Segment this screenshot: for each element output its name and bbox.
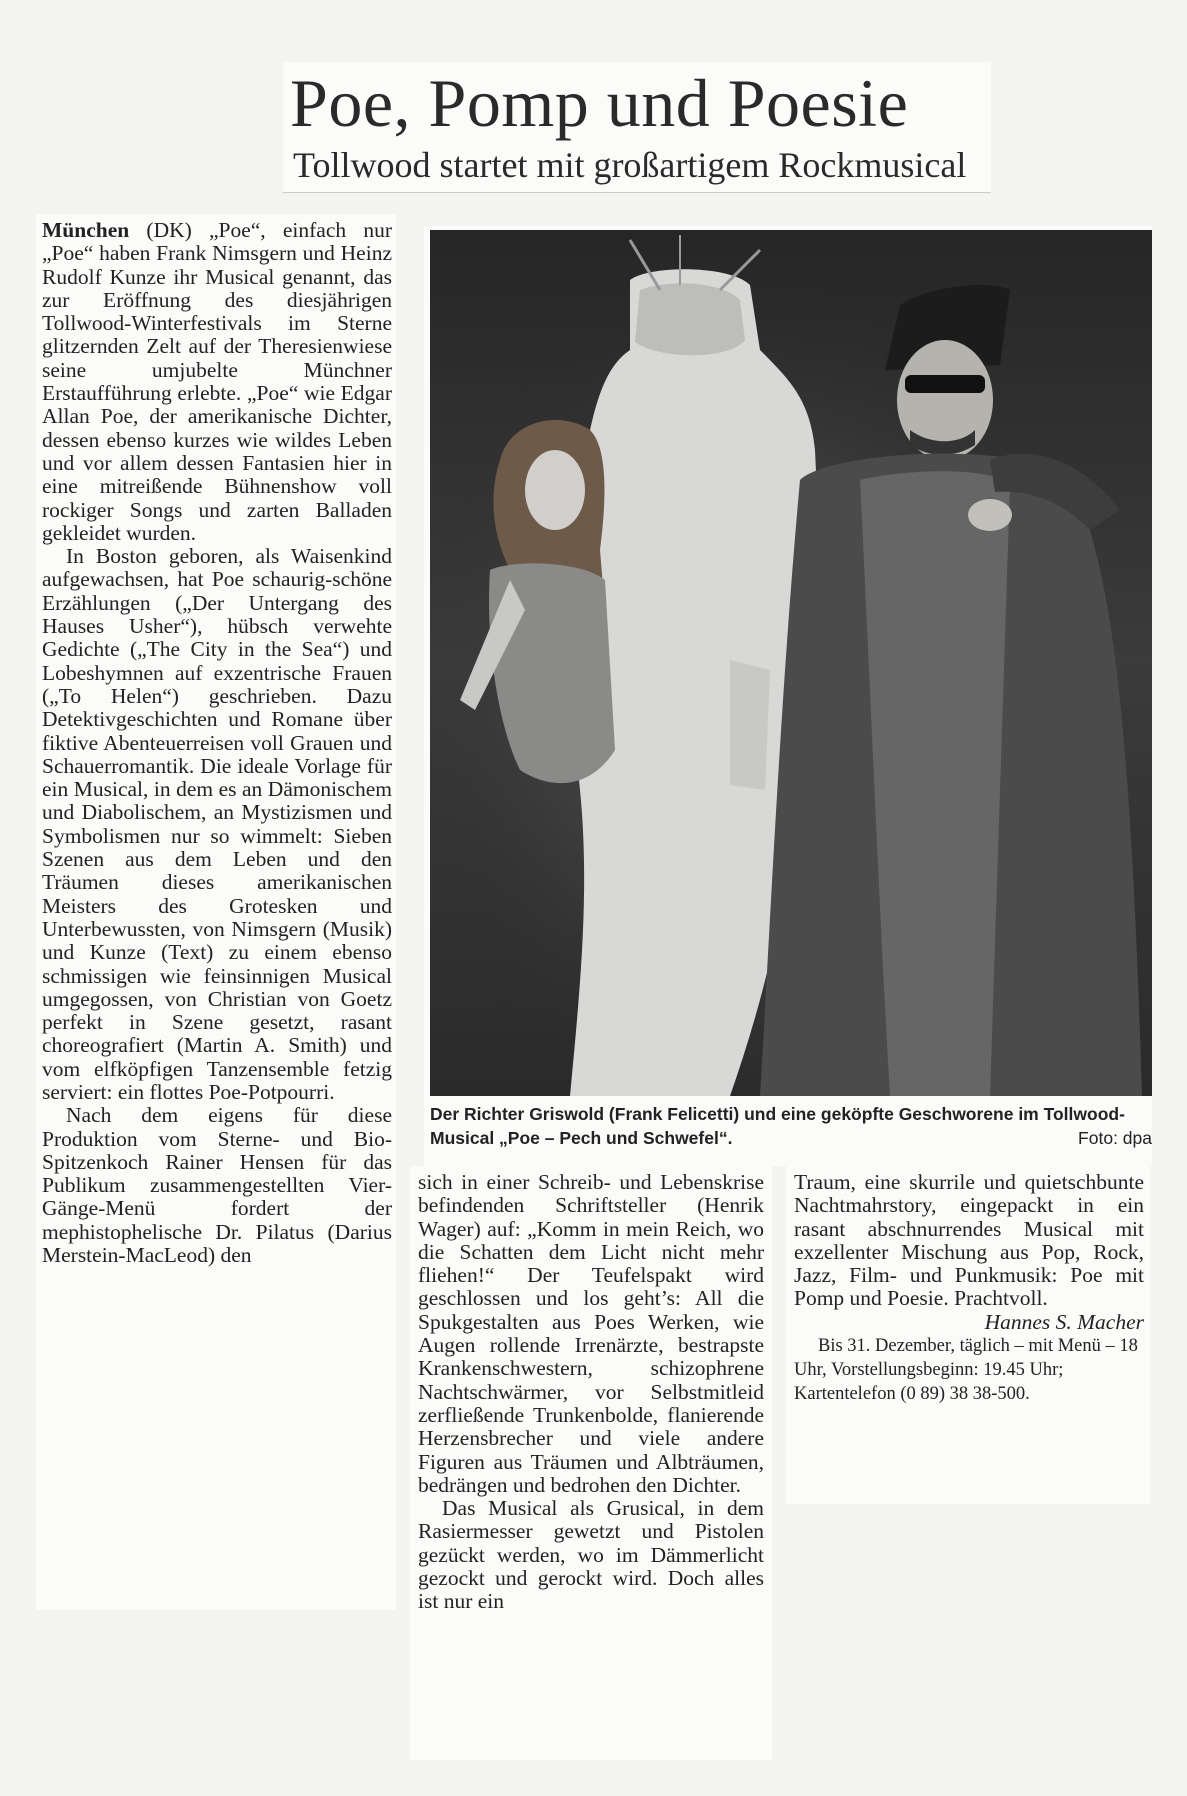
photo-caption xyxy=(430,1102,1152,1150)
caption-text: Der Richter Griswold (Frank Felicetti) und eine geköpfte Geschworene im Tollwood-Musical „Poe – Pech und Schwefel“. xyxy=(430,1104,1125,1148)
article-column-left xyxy=(42,219,392,1267)
photo-credit: Foto: dpa xyxy=(1078,1128,1152,1148)
paragraph-1 xyxy=(42,219,392,545)
event-info: Bis 31. Dezember, täglich – mit Menü – 18 Uhr, Vorstellungsbeginn: 19.45 Uhr; Kartentelefon (0 89) 38 38-500. xyxy=(794,1336,1138,1405)
paragraph-3: Nach dem eigens für diese Produktion vom Sterne- und Bio-Spitzenkoch Rainer Hensen für das Publikum zusammengestellten Vier-Gänge-Menü fordert der mephistophelische Dr. Pilatus (Darius Merstein-MacLeod) den xyxy=(42,1103,392,1268)
paragraph-5: Das Musical als Grusical, in dem Rasiermesser gewetzt und Pistolen gezückt werden, wo im Dämmerlicht gezockt und gerockt wird. Doch alles ist nur ein xyxy=(418,1496,764,1614)
headline: Poe, Pomp und Poesie xyxy=(290,65,909,141)
stage-photo-image xyxy=(430,230,1152,1096)
author-byline: Hannes S. Macher xyxy=(984,1309,1144,1334)
paragraph-4: sich in einer Schreib- und Lebenskrise befindenden Schriftsteller (Henrik Wager) auf: „Komm in mein Reich, wo die Schatten dem Licht nicht mehr fliehen!“ Der Teufelspakt wird geschlossen und los geht’s: All die Spukgestalten aus Poes Werken, wie Augen rollende Irrenärzte, bestrapste Krankenschwestern, schizophrene Nachtschwärmer, vor Selbstmitleid zerfließende Trunkenbolde, flanierende Herzensbrecher und viele andere Figuren aus Träumen und Albträumen, bedrängen und bedrohen den Dichter. xyxy=(418,1170,764,1497)
stage-photo xyxy=(430,230,1152,1096)
article-column-right xyxy=(794,1171,1144,1406)
paragraph-1-text: (DK) „Poe“, einfach nur „Poe“ haben Frank Nimsgern und Heinz Rudolf Kunze ihr Musical genannt, das zur Eröffnung des diesjährigen Tollwood-Winterfestivals im Sterne glitzernden Zelt auf der Theresienwiese seine umjubelte Münchner Erstaufführung erlebte. „Poe“ wie Edgar Allan Poe, der amerikanische Dichter, dessen ebenso kurzes wie wildes Leben und vor allem dessen Fantasien hier in eine mitreißende Bühnenshow voll rockiger Songs und zarten Balladen gekleidet wurden. xyxy=(42,218,392,545)
article-column-middle xyxy=(418,1171,764,1614)
paragraph-6: Traum, eine skurrile und quietschbunte Nachtmahrstory, eingepackt in ein rasant abschnurrendes Musical mit exzellenter Mischung aus Pop, Rock, Jazz, Film- und Punkmusik: Poe mit Pomp und Poesie. Prachtvoll. xyxy=(794,1170,1144,1311)
subheadline: Tollwood startet mit großartigem Rockmusical xyxy=(293,145,967,185)
dateline: München xyxy=(42,218,130,242)
paragraph-2: In Boston geboren, als Waisenkind aufgewachsen, hat Poe schaurig-schöne Erzählungen („Der Untergang des Hauses Usher“), hübsch verwehte Gedichte („The City in the Sea“) und Lobeshymnen auf exzentrische Frauen („To Helen“) geschrieben. Dazu Detektivgeschichten und Romane über fiktive Abenteuerreisen voll Grauen und Schauerromantik. Die ideale Vorlage für ein Musical, in dem es an Dämonischem und Diabolischem, an Mystizismen und Symbolismen nur so wimmelt: Sieben Szenen aus dem Leben und den Träumen dieses amerikanischen Meisters des Grotesken und Unterbewussten, von Nimsgern (Musik) und Kunze (Text) zu einem ebenso schmissigen wie feinsinnigen Musical umgegossen, von Christian von Goetz perfekt in Szene gesetzt, rasant choreografiert (Martin A. Smith) und vom elfköpfigen Tanzensemble fetzig serviert: ein flottes Poe-Potpourri. xyxy=(42,544,392,1104)
